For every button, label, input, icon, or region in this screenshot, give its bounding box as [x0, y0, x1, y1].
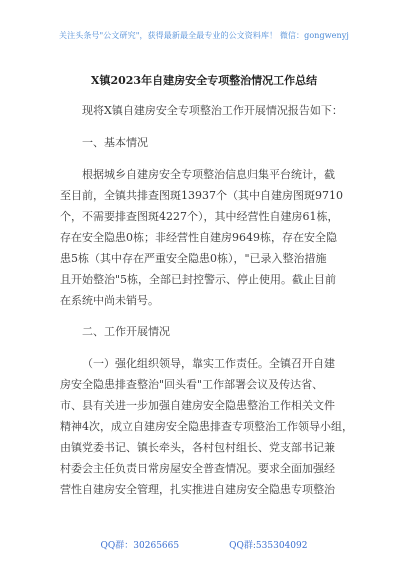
- paragraph-intro: 现将X镇自建房安全专项整治工作开展情况报告如下：: [82, 104, 343, 117]
- header-notice: 关注头条号"公文研究"，获得最新最全最专业的公文资料库！ 微信：gongwenyj: [59, 31, 349, 40]
- paragraph-line: 营性自建房安全管理，扎实推进自建房安全隐患专项整治: [60, 483, 335, 496]
- section-heading-work-progress: 二、工作开展情况: [82, 325, 170, 338]
- qq-group-1: QQ群：30265665: [100, 541, 180, 551]
- footer-contact: [0, 538, 408, 551]
- paragraph-line: 至目前，全镇共排查图斑13937个（其中自建房图斑9710: [60, 189, 343, 202]
- paragraph-line: 患5栋（其中存在严重安全隐患0栋），"已录入整治措施: [60, 252, 327, 265]
- paragraph-line: 在系统中尚未销号。: [60, 294, 159, 307]
- section-heading-basic-situation: 一、基本情况: [82, 136, 148, 149]
- paragraph-line: 精神4次，成立自建房安全隐患排查专项整治工作领导小组，: [60, 420, 353, 433]
- paragraph-line: 根据城乡自建房安全专项整治信息归集平台统计，截: [82, 168, 335, 181]
- paragraph-line: （一）强化组织领导，靠实工作责任。全镇召开自建: [82, 357, 335, 370]
- paragraph-line: 市、县有关进一步加强自建房安全隐患整治工作相关文件: [60, 399, 335, 412]
- paragraph-line: 村委会主任负责日常房屋安全普查情况。要求全面加强经: [60, 462, 335, 475]
- document-title: X镇2023年自建房安全专项整治情况工作总结: [90, 74, 318, 87]
- paragraph-line: 且开始整治"5栋，全部已封控警示、停止使用。截止目前: [60, 273, 337, 286]
- paragraph-line: 房安全隐患排查整治"回头看"工作部署会议及传达省、: [60, 378, 324, 391]
- qq-group-2: QQ群:535304092: [229, 541, 308, 551]
- paragraph-line: 由镇党委书记、镇长牵头，各村包村组长、党支部书记兼: [60, 441, 335, 454]
- paragraph-line: 存在安全隐患0栋；非经营性自建房9649栋，存在安全隐: [60, 231, 337, 244]
- paragraph-line: 个，不需要排查图斑4227个），其中经营性自建房61栋，: [60, 210, 339, 223]
